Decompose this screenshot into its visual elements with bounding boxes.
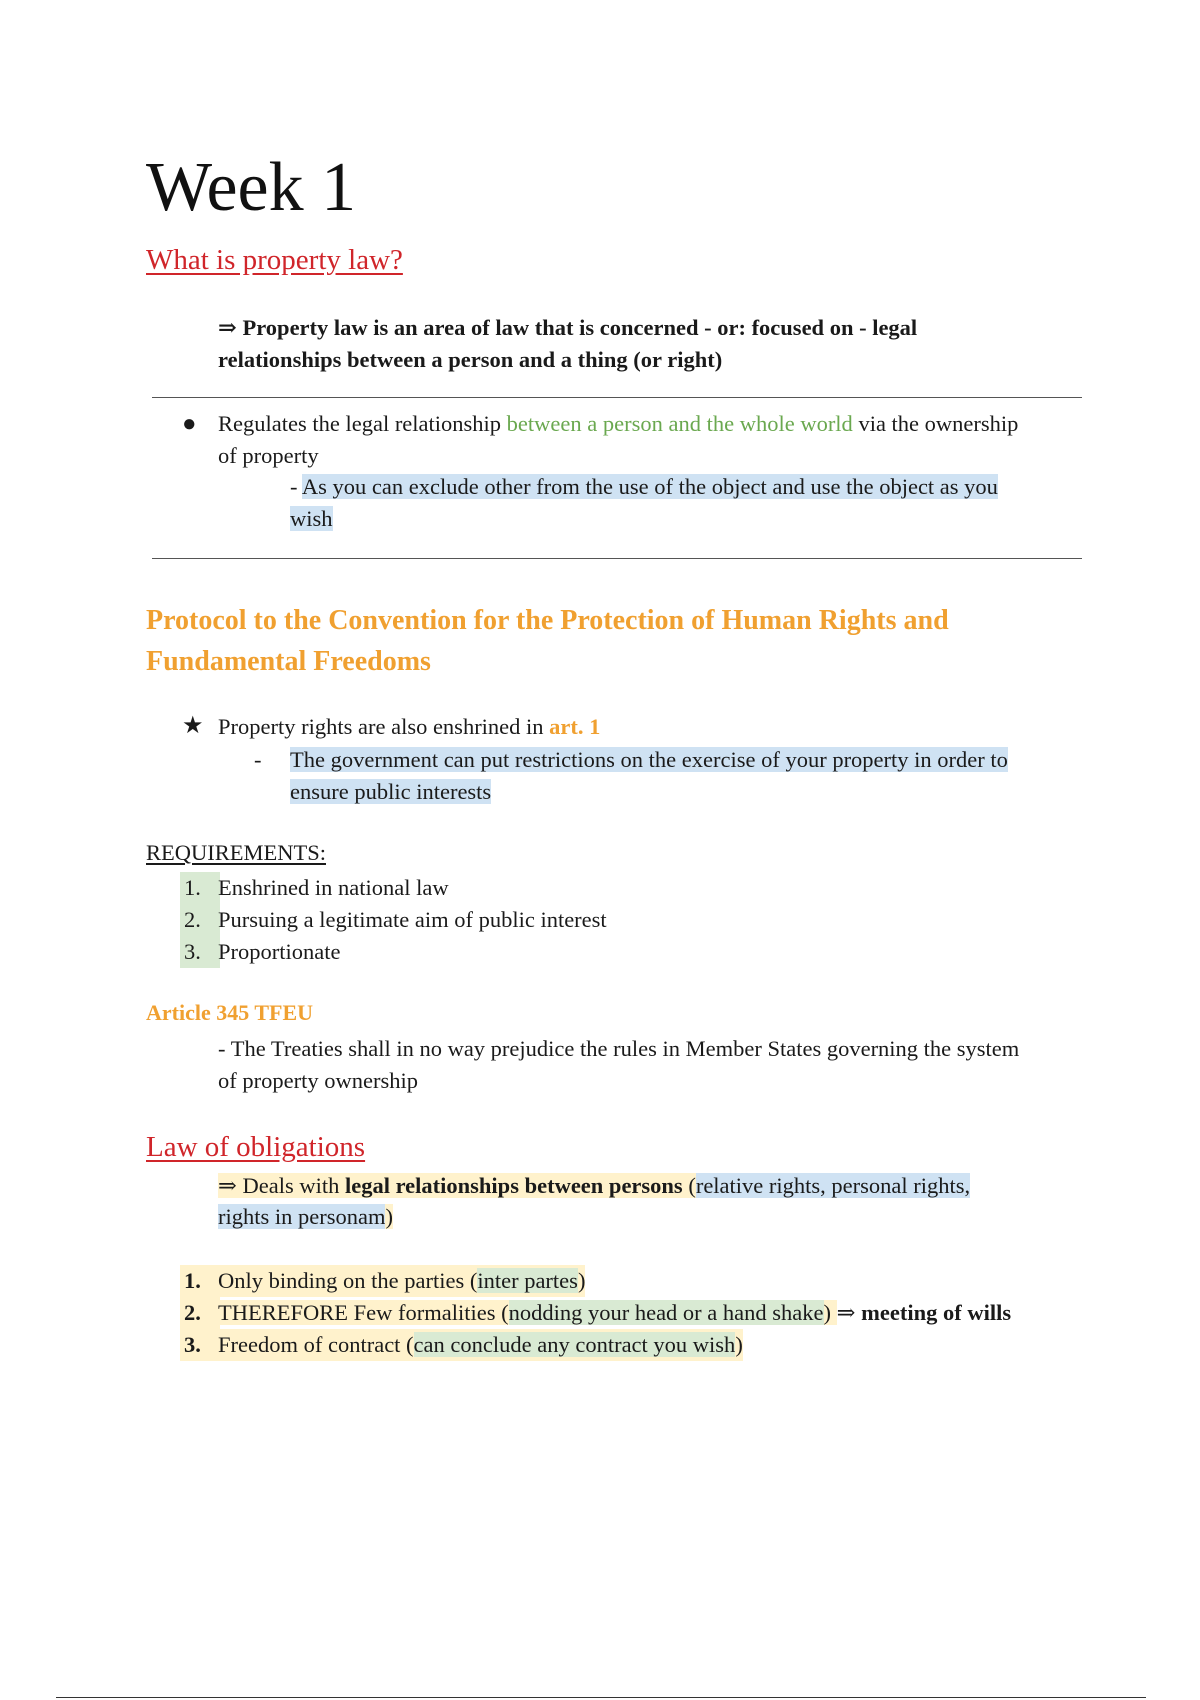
divider [152,558,1082,559]
bullet-line-1: Regulates the legal relationship between a person and the whole world via the ownership [218,411,1019,436]
star-sub-line-2: ensure public interests [290,779,492,804]
definition-line-1: ⇒ Property law is an area of law that is concerned - or: focused on - legal [218,315,918,340]
section-heading-protocol: Protocol to the Convention for the Protection of Human Rights and Fundamental Freedoms [146,605,949,677]
star-sub-line-1: The government can put restrictions on the exercise of your property in order to [290,747,1008,772]
bullet-icon: ● [182,411,197,437]
sub-bullet-line-2: wish [290,506,333,531]
divider [152,397,1082,398]
sub-bullet-line-1: - As you can exclude other from the use of the object and use the object as you [290,474,998,499]
article-line-1: - The Treaties shall in no way prejudice the rules in Member States governing the system [218,1036,1020,1061]
list-item: 2. THEREFORE Few formalities (nodding your head or a hand shake) ⇒ meeting of wills [180,1297,220,1329]
list-item: 2. Pursuing a legitimate aim of public interest [180,904,220,936]
star-icon: ★ [182,713,204,739]
page-title: Week 1 [146,149,357,226]
star-bullet-text: Property rights are also enshrined in art. 1 [218,714,601,739]
article-heading: Article 345 TFEU [146,1000,314,1025]
arrow-icon: ⇒ [836,1300,862,1325]
list-item: 1. Enshrined in national law [180,872,220,904]
list-item: 3. Freedom of contract (can conclude any contract you wish) [180,1329,220,1361]
list-item: 1. Only binding on the parties (inter partes) [180,1265,220,1297]
dash-icon: - [254,747,262,772]
arrow-icon: ⇒ [218,315,243,340]
page-footer-rule [56,1697,1146,1698]
section-heading-property-law: What is property law? [146,244,403,276]
article-line-2: of property ownership [218,1068,418,1093]
definition-line-2: relationships between a person and a thing (or right) [218,347,723,372]
bullet-line-2: of property [218,443,319,468]
list-item: 3. Proportionate [180,936,220,968]
section-heading-obligations: Law of obligations [146,1131,366,1163]
obligations-deals-line-2: rights in personam) [218,1204,393,1229]
requirements-heading: REQUIREMENTS: [146,840,326,865]
obligations-deals-line-1: ⇒ Deals with legal relationships between persons (relative rights, personal rights, [218,1173,971,1198]
